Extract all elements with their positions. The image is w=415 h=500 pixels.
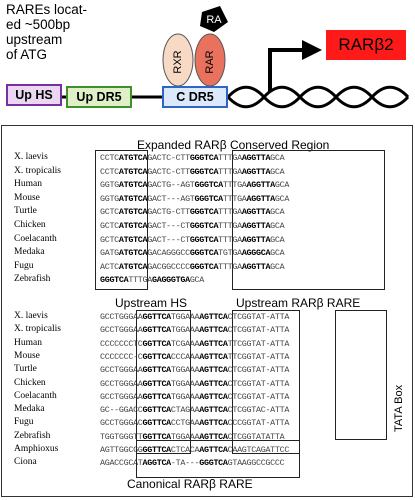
sequence-segment: CCCGG bbox=[227, 418, 252, 429]
conserved-motif: AGTTCA bbox=[199, 391, 228, 402]
frame-upstream-hs bbox=[136, 310, 191, 454]
conserved-motif: ATGTCA bbox=[118, 221, 148, 231]
sequence-segment: GCA bbox=[189, 275, 204, 286]
conserved-motif: GGTTCA bbox=[142, 351, 171, 362]
sequence-segment: GCCTGGGAC bbox=[100, 418, 143, 429]
sequence-segment: AGACCGCAT bbox=[100, 458, 143, 469]
species-name: Chicken bbox=[14, 377, 46, 388]
conserved-motif: AGGTTA bbox=[241, 221, 271, 231]
sequence-segment: GCTC bbox=[100, 221, 119, 231]
conserved-motif: AGGTTA bbox=[241, 153, 271, 163]
sequence-segment: GACT---CT bbox=[147, 221, 190, 231]
sequence-segment: GACTC-CTT bbox=[147, 166, 190, 177]
tata-box-label: TATA Box bbox=[393, 384, 405, 432]
rar-label: RAR bbox=[203, 50, 216, 74]
sequence-segment: GCA bbox=[270, 261, 285, 272]
sequence-segment: GACAGGGCC bbox=[147, 248, 190, 259]
sequence-segment: CTCGG bbox=[227, 431, 252, 442]
upstream-hs-title: Upstream HS bbox=[115, 296, 188, 310]
conserved-motif: AGTTCA bbox=[199, 325, 228, 336]
species-name: Human bbox=[14, 179, 42, 190]
sequence-segment: TGGAAA bbox=[170, 431, 200, 442]
sequence-segment: TTTGA bbox=[218, 221, 242, 231]
c-dr5-element: C DR5 bbox=[162, 86, 228, 108]
rare-location-note: RAREs locat- ed ~500bp upstream of ATG bbox=[6, 2, 88, 62]
conserved-motif: AGTTCA bbox=[199, 312, 228, 322]
conserved-motif: GGGTCA bbox=[189, 248, 219, 259]
conserved-motif: GGGTCA bbox=[189, 221, 219, 231]
species-name: Zebrafish bbox=[14, 274, 51, 285]
conserved-motif: GGTTCA bbox=[142, 405, 171, 416]
upstream-rare-title: Upstream RARβ RARE bbox=[236, 296, 361, 310]
species-name: Medaka bbox=[14, 247, 45, 258]
sequence-segment: TGGAAA bbox=[170, 312, 200, 322]
sequence-segment: TGTGA bbox=[218, 248, 242, 259]
conserved-motif: GGGTCA bbox=[194, 193, 223, 204]
conserved-motif: ATGTCA bbox=[118, 153, 148, 163]
sequence-segment: TAT-ATTA bbox=[251, 312, 290, 322]
conserved-motif: GGTTCA bbox=[142, 365, 171, 376]
sequence-segment: CAAGT bbox=[227, 445, 252, 455]
sequence-segment: TAT-ATTA bbox=[251, 391, 290, 402]
sequence-segment: GCA bbox=[270, 153, 285, 163]
sequence-segment: GGTG bbox=[100, 193, 119, 204]
species-name: Coelacanth bbox=[14, 233, 57, 244]
sequence-segment: GCTC bbox=[100, 234, 119, 245]
species-name: Chicken bbox=[14, 220, 46, 230]
conserved-motif: GGTTCA bbox=[142, 312, 171, 322]
conserved-motif: GGTTCA bbox=[142, 325, 171, 336]
sequence-segment: TTTGA bbox=[218, 234, 242, 245]
up-hs-element: Up HS bbox=[6, 84, 62, 106]
conserved-motif: AGGTTA bbox=[241, 166, 271, 177]
sequence-segment: TGGAAA bbox=[170, 325, 200, 336]
sequence-segment: GACGGCCCC bbox=[147, 261, 190, 272]
sequence-segment: CCTC bbox=[100, 153, 119, 163]
sequence-segment: GACT---CT bbox=[147, 234, 190, 245]
species-name: X. laevis bbox=[14, 152, 48, 162]
sequence-segment: TGGTGGGTT bbox=[100, 431, 143, 442]
sequence-segment: CCGCCC bbox=[255, 458, 285, 469]
sequence-segment: TGGAAA bbox=[170, 378, 200, 389]
ra-label: RA bbox=[206, 13, 222, 26]
conserved-motif: AGGTCA bbox=[142, 458, 171, 469]
sequence-segment: TTTGA bbox=[222, 180, 247, 191]
sequence-segment: TTTGA bbox=[218, 207, 242, 218]
sequence-segment: GCA bbox=[270, 207, 285, 218]
sequence-segment: CTCGG bbox=[227, 405, 252, 416]
conserved-motif: ATGTCA bbox=[118, 166, 148, 177]
sequence-segment: GCCTGGGAA bbox=[100, 391, 143, 402]
conserved-motif: GGGTCA bbox=[189, 153, 219, 163]
species-name: Zebrafish bbox=[14, 430, 51, 441]
sequence-segment: TAT-ATTA bbox=[251, 338, 290, 349]
sequence-segment: GACTC-CTT bbox=[147, 153, 190, 163]
sequence-segment: TTCGG bbox=[227, 351, 252, 362]
conserved-motif: GGTTCA bbox=[142, 391, 171, 402]
species-name: Mouse bbox=[14, 192, 40, 203]
species-name: Mouse bbox=[14, 350, 40, 361]
conserved-motif: AGGGCA bbox=[241, 248, 271, 259]
sequence-segment: GCA bbox=[270, 234, 285, 245]
sequence-segment: -TA--- bbox=[170, 458, 200, 469]
sequence-segment: TTTGA bbox=[218, 153, 242, 163]
species-name: Ciona bbox=[14, 457, 37, 468]
sequence-segment: TGGAAA bbox=[170, 365, 200, 376]
conserved-motif: GGTTCA bbox=[142, 418, 171, 429]
conserved-motif: AGTTCA bbox=[199, 405, 228, 416]
sequence-segment: GCA bbox=[274, 193, 290, 204]
sequence-segment: TCGAAA bbox=[170, 338, 200, 349]
sequence-segment: GCCTGGGAA bbox=[100, 378, 143, 389]
conserved-motif: AGTTCA bbox=[199, 378, 228, 389]
up-dr5-element: Up DR5 bbox=[66, 86, 132, 108]
species-name: Medaka bbox=[14, 404, 45, 415]
conserved-motif: AGTTCA bbox=[199, 418, 228, 429]
sequence-segment: CCTC bbox=[100, 166, 119, 177]
conserved-motif: GGGTCA bbox=[199, 458, 228, 469]
sequence-segment: CCCCCCC-C bbox=[100, 351, 143, 362]
sequence-segment: GCA bbox=[270, 248, 285, 259]
sequence-segment: TTTGA bbox=[128, 275, 152, 286]
sequence-segment: CTCGG bbox=[227, 325, 252, 336]
conserved-motif: ATGTCA bbox=[118, 234, 148, 245]
species-name: X. laevis bbox=[14, 311, 48, 321]
conserved-motif: GGGTCA bbox=[194, 180, 223, 191]
sequence-segment: GACT---AGT bbox=[147, 193, 195, 204]
sequence-segment: ACTC bbox=[100, 261, 119, 272]
sequence-segment: CAGATTCC bbox=[251, 445, 290, 455]
sequence-segment: TAT-ATTA bbox=[251, 351, 290, 362]
sequence-segment: GGTG bbox=[100, 180, 119, 191]
conserved-motif: GGGTCA bbox=[189, 166, 219, 177]
conserved-motif: GGTTCA bbox=[142, 431, 171, 442]
sequence-segment: CCCAAA bbox=[170, 351, 200, 362]
sequence-segment: GC--GGACC bbox=[100, 405, 143, 416]
species-name: Turtle bbox=[14, 206, 37, 217]
sequence-segment: GTAAGG bbox=[227, 458, 256, 469]
rxr-label: RXR bbox=[171, 50, 184, 74]
sequence-segment: GCTC bbox=[100, 207, 119, 218]
species-name: Amphioxus bbox=[14, 444, 59, 454]
sequence-segment: TATATTA bbox=[251, 431, 285, 442]
species-name: X. tropicalis bbox=[14, 165, 61, 176]
sequence-segment: TAT-ATTA bbox=[251, 378, 290, 389]
frame-ggtca-aggtta bbox=[232, 150, 385, 290]
sequence-segment: GCA bbox=[270, 221, 285, 231]
conserved-motif: ATGTCA bbox=[118, 193, 148, 204]
frame-tata-box bbox=[335, 310, 387, 440]
conserved-motif: GGGTCA bbox=[100, 275, 129, 286]
rar-beta2-gene: RARβ2 bbox=[326, 30, 406, 60]
species-name: Fugu bbox=[14, 417, 34, 428]
conserved-motif: ATGTCA bbox=[118, 207, 148, 218]
sequence-segment: TTTGA bbox=[222, 193, 247, 204]
sequence-segment: TAC-ATTA bbox=[251, 405, 290, 416]
frame-canonical-rare bbox=[136, 440, 300, 478]
sequence-segment: GCCTGGGAA bbox=[100, 312, 143, 322]
conserved-motif: GGGTCA bbox=[189, 261, 219, 272]
sequence-segment: GACTG-CTT bbox=[147, 207, 190, 218]
frame-atgtca bbox=[95, 150, 148, 290]
sequence-segment: GACTG--AGT bbox=[147, 180, 195, 191]
sequence-segment: TAT-ATTA bbox=[251, 325, 290, 336]
conserved-motif: AGGTTA bbox=[246, 180, 275, 191]
sequence-segment: CTCGG bbox=[227, 378, 252, 389]
species-name: Coelacanth bbox=[14, 390, 57, 401]
sequence-segment: GCA bbox=[270, 166, 285, 177]
species-name: Fugu bbox=[14, 260, 34, 271]
conserved-motif: AGTTCA bbox=[199, 431, 228, 442]
sequence-segment: CTAGAA bbox=[170, 405, 200, 416]
conserved-motif: GGGTCA bbox=[189, 207, 219, 218]
canonical-rare-title: Canonical RARβ RARE bbox=[127, 477, 253, 491]
conserved-motif: GGTTCA bbox=[142, 378, 171, 389]
sequence-segment: TAT-ATTA bbox=[251, 418, 290, 429]
conserved-motif: AGGTTA bbox=[241, 261, 271, 272]
expanded-region-title: Expanded RARβ Conserved Region bbox=[137, 138, 330, 152]
sequence-segment: TTTGA bbox=[218, 166, 242, 177]
species-name: Human bbox=[14, 337, 42, 348]
sequence-segment: AGTTGGCGG bbox=[100, 445, 143, 455]
sequence-segment: CCTGAA bbox=[170, 418, 200, 429]
sequence-segment: TTCGG bbox=[227, 338, 252, 349]
sequence-segment: GCCTGGGAA bbox=[100, 365, 143, 376]
conserved-motif: GGGTCA bbox=[189, 234, 219, 245]
conserved-motif: GGTTCA bbox=[142, 338, 171, 349]
conserved-motif: AGTTCA bbox=[199, 338, 228, 349]
conserved-motif: ATGTCA bbox=[118, 180, 148, 191]
conserved-motif: AGGTTA bbox=[241, 207, 271, 218]
conserved-motif: AGTTCA bbox=[199, 445, 228, 455]
sequence-segment: CTCGG bbox=[227, 391, 252, 402]
sequence-segment: CTCACA bbox=[170, 445, 200, 455]
sequence-segment: GCA bbox=[274, 180, 290, 191]
sequence-segment: CTCGG bbox=[227, 365, 252, 376]
sequence-segment: TTTGA bbox=[218, 261, 242, 272]
sequence-segment: TAT-ATTA bbox=[251, 365, 290, 376]
conserved-motif: AGGTTA bbox=[241, 234, 271, 245]
conserved-motif: GGTTCA bbox=[142, 445, 171, 455]
sequence-segment: GATG bbox=[100, 248, 119, 259]
frame-upstream-rare bbox=[232, 310, 300, 454]
sequence-segment: CCCCCCCTC bbox=[100, 338, 143, 349]
species-name: X. tropicalis bbox=[14, 324, 61, 335]
conserved-motif: AGGTTA bbox=[246, 193, 275, 204]
conserved-motif: GAGGGTGA bbox=[152, 275, 190, 286]
conserved-motif: AGTTCA bbox=[199, 351, 228, 362]
conserved-motif: ATGTCA bbox=[118, 248, 148, 259]
sequence-segment: TGGAAA bbox=[170, 391, 200, 402]
sequence-segment: CTCGG bbox=[227, 312, 252, 322]
species-name: Turtle bbox=[14, 364, 37, 375]
conserved-motif: ATGTCA bbox=[118, 261, 148, 272]
transcription-start-arrow bbox=[270, 40, 322, 92]
sequence-segment: GCCTGGGAA bbox=[100, 325, 143, 336]
conserved-motif: AGTTCA bbox=[199, 365, 228, 376]
